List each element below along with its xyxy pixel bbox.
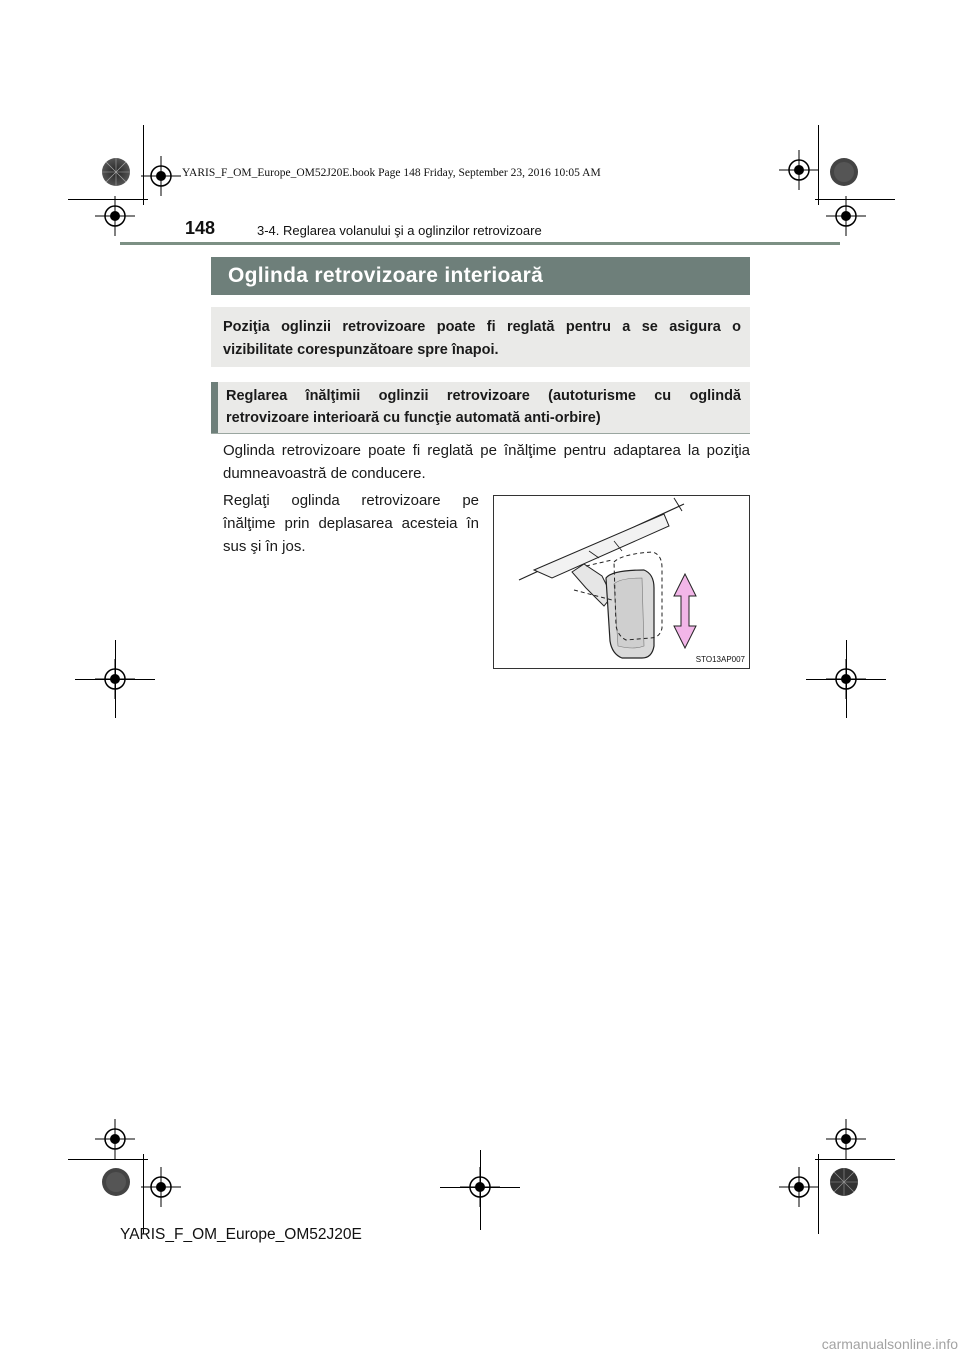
section-title-bar bbox=[211, 257, 750, 295]
registration-mark-icon bbox=[779, 1167, 819, 1207]
color-target-icon bbox=[829, 1167, 859, 1197]
crop-line bbox=[806, 679, 886, 680]
crop-line bbox=[68, 1159, 148, 1160]
body-paragraph-instruction: Reglaţi oglinda retrovizoare pe înălţime prin deplasarea acesteia în sus şi în jos. bbox=[223, 492, 479, 555]
color-target-icon bbox=[101, 157, 131, 187]
intro-text: Poziţia oglinzii retrovizoare poate fi reglată pentru a se asigura o vizibilitate corespunzătoare spre înapoi. bbox=[223, 319, 741, 358]
registration-mark-icon bbox=[779, 150, 819, 190]
registration-mark-icon bbox=[141, 156, 181, 196]
body-paragraph: Oglinda retrovizoare poate fi reglată pe înălţime pentru adaptarea la poziţia dumneavoastră de conducere. bbox=[223, 442, 750, 482]
rearview-mirror-drawing bbox=[494, 496, 749, 668]
subheading-text: Reglarea înălţimii oglinzii retrovizoare (autoturisme cu oglindă retrovizoare interioară cu funcţie automată anti-orbire) bbox=[226, 388, 741, 426]
registration-mark-icon bbox=[95, 1119, 135, 1159]
crop-line bbox=[480, 1150, 481, 1230]
registration-mark-icon bbox=[141, 1167, 181, 1207]
subheading-box bbox=[211, 382, 750, 434]
color-target-icon bbox=[101, 1167, 131, 1197]
chapter-title: 3-4. Reglarea volanului şi a oglinzilor retrovizoare bbox=[257, 223, 542, 238]
page-number: 148 bbox=[185, 218, 216, 238]
header-rule bbox=[120, 242, 840, 245]
registration-mark-icon bbox=[826, 1119, 866, 1159]
watermark: carmanualsonline.info bbox=[821, 1336, 958, 1352]
footer-document-id: YARIS_F_OM_Europe_OM52J20E bbox=[120, 1226, 362, 1243]
registration-mark-icon bbox=[95, 196, 135, 236]
print-book-info: YARIS_F_OM_Europe_OM52J20E.book Page 148 Friday, September 23, 2016 10:05 AM bbox=[182, 167, 601, 179]
registration-mark-icon bbox=[826, 196, 866, 236]
color-target-icon bbox=[829, 157, 859, 187]
crop-line bbox=[75, 679, 155, 680]
figure-code: STO13AP007 bbox=[695, 655, 745, 664]
intro-box bbox=[211, 307, 750, 367]
mirror-illustration bbox=[493, 495, 750, 669]
subheading-accent bbox=[211, 382, 218, 433]
section-title: Oglinda retrovizoare interioară bbox=[228, 264, 544, 287]
crop-line bbox=[815, 1159, 895, 1160]
